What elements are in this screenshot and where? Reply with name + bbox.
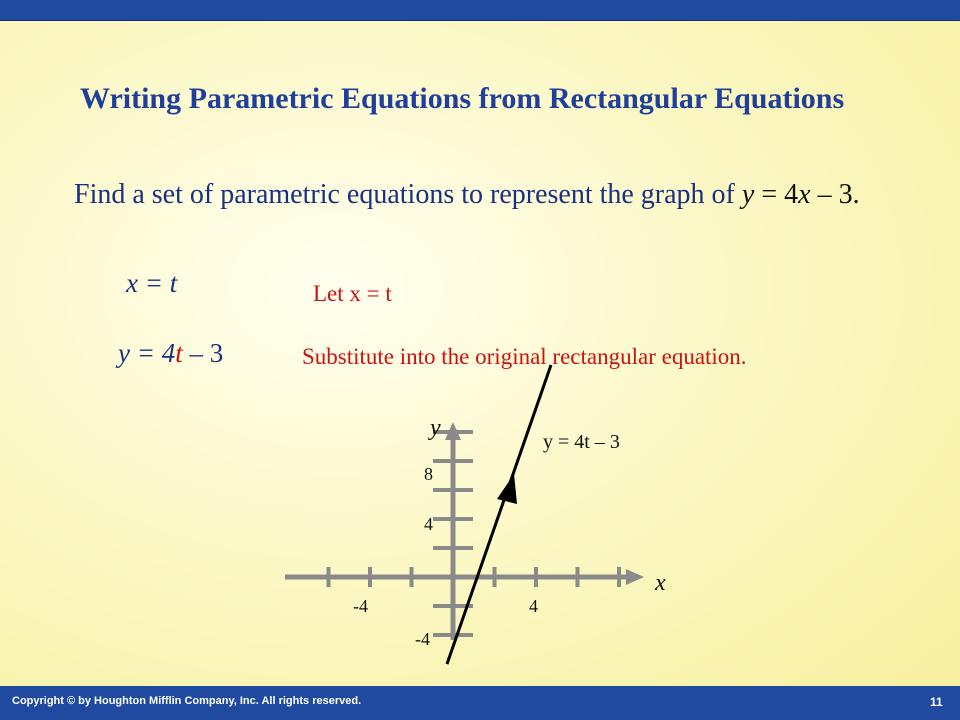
step2-eq-post: – 3 bbox=[182, 338, 224, 368]
problem-eq-end: – 3. bbox=[810, 179, 860, 210]
x-axis-arrow bbox=[626, 569, 644, 585]
step2-note: Substitute into the original rectangular equation. bbox=[302, 344, 747, 369]
x-axis-label: x bbox=[655, 570, 666, 596]
page-number: 11 bbox=[930, 695, 943, 709]
y-tick-label-8: 8 bbox=[424, 464, 433, 484]
tick-marks bbox=[329, 432, 620, 635]
step1-note: Let x = t bbox=[313, 281, 392, 306]
copyright-text: Copyright © by Houghton Mifflin Company, Inc. All rights reserved. bbox=[12, 695, 362, 707]
direction-arrow bbox=[497, 474, 517, 504]
x-tick-label-neg4: -4 bbox=[353, 596, 368, 616]
y-tick-label-neg4: -4 bbox=[415, 629, 430, 649]
problem-var-x: x bbox=[798, 179, 811, 210]
parametric-line bbox=[447, 365, 551, 664]
slide-title: Writing Parametric Equations from Rectangular Equations bbox=[80, 82, 845, 115]
problem-eq-mid: = 4 bbox=[754, 179, 799, 210]
curve-label: y = 4t – 3 bbox=[543, 431, 620, 453]
step1-equation: x = t bbox=[126, 268, 178, 298]
y-tick-label-4: 4 bbox=[424, 514, 433, 534]
y-axis-label: y bbox=[430, 415, 441, 441]
x-tick-label-4: 4 bbox=[529, 596, 538, 616]
step2-eq-t: t bbox=[175, 338, 183, 368]
problem-var-y: y bbox=[741, 179, 755, 210]
problem-text: Find a set of parametric equations to represent the graph of bbox=[74, 179, 742, 210]
step2-eq-pre: y = 4 bbox=[118, 338, 176, 368]
